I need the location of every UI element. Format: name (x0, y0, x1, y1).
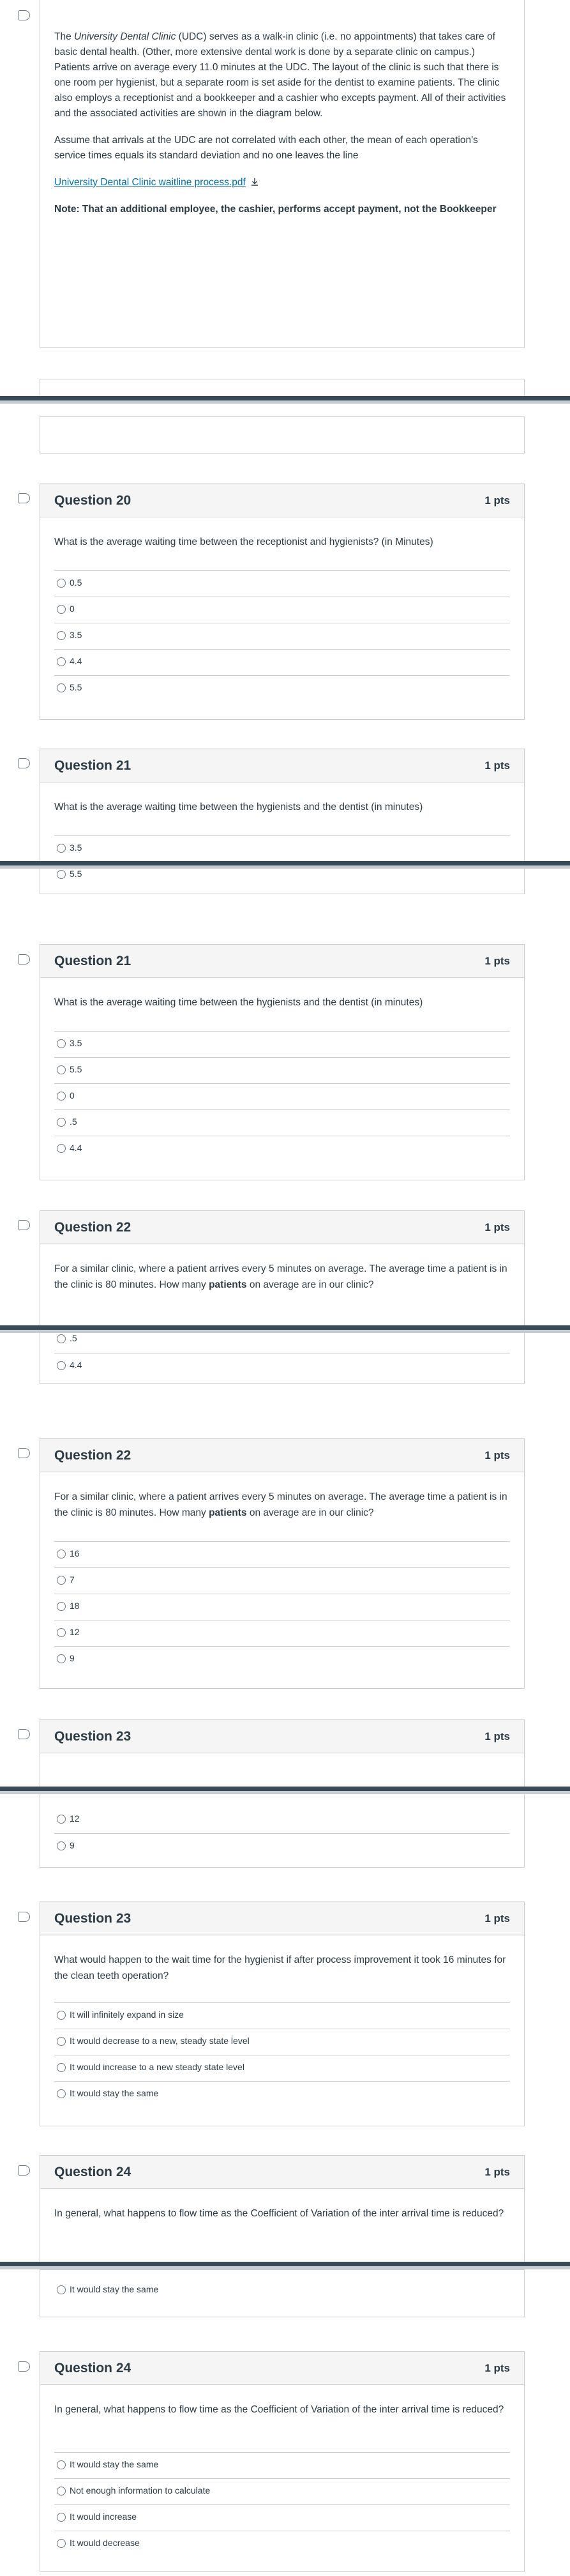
radio-button[interactable] (57, 683, 66, 692)
answer-option[interactable] (54, 1031, 510, 1055)
answer-option[interactable] (54, 1541, 510, 1566)
radio-button[interactable] (57, 2539, 66, 2548)
screenshot-divider (0, 1325, 570, 1330)
question-21-partial (40, 749, 525, 861)
answer-label: It would increase to a new steady state level (70, 2062, 244, 2072)
answer-label: 5.5 (70, 869, 82, 879)
question-text: What would happen to the wait time for the hygienist if after process improvement it took 16 minutes for the clean teeth operation? (54, 1955, 506, 1981)
question-22-partial (40, 1210, 525, 1325)
flag-icon[interactable] (19, 1448, 30, 1458)
question-20 (40, 484, 525, 720)
radio-button[interactable] (57, 2285, 66, 2294)
answer-option[interactable] (54, 869, 510, 887)
answer-option[interactable] (54, 2531, 510, 2555)
radio-button[interactable] (57, 1334, 66, 1343)
question-header (40, 484, 524, 517)
question-23-partial (40, 1719, 525, 1787)
question-text: For a similar clinic, where a patient arrives every 5 minutes on average. The average time a patient is in the clinic is 80 minutes. How many patients on average are in our clinic? (54, 1263, 507, 1290)
radio-button[interactable] (57, 2487, 66, 2496)
question-24-partial (40, 2155, 525, 2262)
radio-button[interactable] (57, 605, 66, 614)
radio-button[interactable] (57, 1065, 66, 1074)
radio-button[interactable] (57, 1576, 66, 1585)
answer-option[interactable] (54, 835, 510, 860)
radio-button[interactable] (57, 1361, 66, 1370)
radio-button[interactable] (57, 844, 66, 853)
answer-option[interactable] (54, 2002, 510, 2027)
screenshot-segment-2 (0, 404, 570, 861)
question-title: Question 22 (54, 1220, 131, 1235)
answer-option[interactable] (54, 1057, 510, 1081)
note-text: Note: That an additional employee, the cashier, performs accept payment, not the Bookkeeper (54, 204, 497, 215)
flag-icon[interactable] (19, 2165, 30, 2176)
answer-option[interactable] (54, 1620, 510, 1644)
answer-label: It would increase (70, 2511, 137, 2522)
answer-option[interactable] (54, 1333, 510, 1351)
screenshot-divider (0, 2262, 570, 2266)
answer-label: 5.5 (70, 682, 82, 692)
screenshot-segment-6 (0, 2269, 570, 2576)
screenshot-divider (0, 1787, 570, 1791)
screenshot-segment-1 (0, 0, 570, 396)
screenshot-divider (0, 861, 570, 865)
flag-icon[interactable] (19, 1220, 30, 1230)
question-header (40, 749, 524, 782)
question-21 (40, 944, 525, 1180)
radio-button[interactable] (57, 1092, 66, 1101)
question-23 (40, 1902, 525, 2126)
answer-label: 12 (70, 1627, 80, 1637)
radio-button[interactable] (57, 1039, 66, 1048)
radio-button[interactable] (57, 2063, 66, 2072)
answer-option[interactable] (54, 1833, 510, 1857)
radio-button[interactable] (57, 579, 66, 588)
answer-label: It will infinitely expand in size (70, 2009, 184, 2020)
radio-button[interactable] (57, 631, 66, 640)
answer-label: 3.5 (70, 1038, 82, 1048)
question-title: Question 22 (54, 1448, 131, 1463)
question-points: 1 pts (484, 759, 510, 772)
radio-button[interactable] (57, 870, 66, 879)
question-title: Question 24 (54, 2165, 131, 2179)
answer-label: 5.5 (70, 1064, 82, 1074)
question-points: 1 pts (484, 2362, 510, 2374)
attachment-line (54, 175, 510, 190)
question-title: Question 24 (54, 2361, 131, 2375)
attachment-link[interactable]: University Dental Clinic waitline process.pdf (54, 177, 246, 188)
question-box-partial (40, 1333, 525, 1384)
radio-button[interactable] (57, 1144, 66, 1153)
answer-option[interactable] (54, 2278, 510, 2302)
radio-button[interactable] (57, 2089, 66, 2098)
question-24 (40, 2351, 525, 2572)
answer-label: 3.5 (70, 630, 82, 640)
question-title: Question 21 (54, 758, 131, 773)
question-header (40, 2156, 524, 2189)
answer-label: 9 (70, 1840, 75, 1850)
passage-paragraph-2: Assume that arrivals at the UDC are not correlated with each other, the mean of each operation's service times equals its standard deviation and no one leaves the line (54, 135, 478, 161)
question-header (40, 1211, 524, 1244)
answer-label: 4.4 (70, 1360, 82, 1370)
question-points: 1 pts (484, 494, 510, 507)
passage-paragraph-1: The University Dental Clinic (UDC) serves as a walk-in clinic (i.e. no appointments) that takes care of basic dental health. (Other, more extensive dental work is done by a separate clinic on campus.) Patients arrive on average every 11.0 minutes at the UDC. The layout of the clinic is such that there is one room per hygienist, but a separate room is set aside for the dentist to examine patients. The clinic also employs a receptionist and a bookkeeper and a cashier who excepts payment. All of their activities and the associated activities are shown in the diagram below. (54, 31, 506, 119)
answer-option[interactable] (54, 1646, 510, 1670)
question-header (40, 1902, 524, 1935)
answer-option[interactable] (54, 2452, 510, 2476)
question-points: 1 pts (484, 1912, 510, 1924)
radio-button[interactable] (57, 1815, 66, 1824)
screenshot-segment-3 (0, 869, 570, 1325)
screenshot-divider (0, 396, 570, 400)
answer-option[interactable] (54, 1109, 510, 1134)
question-header (40, 945, 524, 978)
answer-label: It would stay the same (70, 2459, 159, 2469)
question-text: In general, what happens to flow time as the Coefficient of Variation of the inter arrival time is reduced? (54, 2208, 504, 2219)
flag-icon[interactable] (19, 1912, 30, 1922)
flag-icon[interactable] (19, 758, 30, 768)
answer-label: .5 (70, 1117, 77, 1127)
question-box-partial (40, 1794, 525, 1868)
answer-option[interactable] (54, 1807, 510, 1831)
answer-label: 18 (70, 1601, 80, 1611)
answer-option[interactable] (54, 1594, 510, 1618)
answer-option[interactable] (54, 570, 510, 595)
answer-option[interactable] (54, 1136, 510, 1160)
answer-label: 16 (70, 1548, 80, 1559)
question-title: Question 23 (54, 1729, 131, 1744)
answer-option[interactable] (54, 649, 510, 673)
question-header (40, 2352, 524, 2385)
answer-label: .5 (70, 1333, 77, 1343)
flag-icon[interactable] (19, 493, 30, 503)
screenshot-segment-5 (0, 1794, 570, 2262)
question-title: Question 20 (54, 493, 131, 508)
answer-label: 4.4 (70, 656, 82, 666)
answer-label: It would stay the same (70, 2088, 159, 2098)
answer-option[interactable] (54, 2029, 510, 2053)
answer-option[interactable] (54, 623, 510, 647)
answer-label: It would stay the same (70, 2284, 159, 2294)
question-points: 1 pts (484, 955, 510, 967)
passage-text (54, 29, 510, 229)
answer-option[interactable] (54, 2478, 510, 2503)
answer-label: 0.5 (70, 577, 82, 588)
radio-button[interactable] (57, 1841, 66, 1850)
question-text: What is the average waiting time between the hygienists and the dentist (in minutes) (54, 802, 423, 812)
radio-button[interactable] (57, 657, 66, 666)
answer-option[interactable] (54, 1353, 510, 1377)
radio-button[interactable] (57, 2513, 66, 2522)
radio-button[interactable] (57, 2460, 66, 2469)
answer-option[interactable] (54, 2055, 510, 2079)
question-points: 1 pts (484, 1221, 510, 1233)
flag-icon[interactable] (19, 2361, 30, 2372)
answer-label: It would decrease (70, 2538, 140, 2548)
answer-label: Not enough information to calculate (70, 2485, 211, 2496)
answer-option[interactable] (54, 675, 510, 699)
flag-icon[interactable] (19, 1729, 30, 1739)
question-box-partial (40, 869, 525, 894)
answer-option[interactable] (54, 1083, 510, 1108)
radio-button[interactable] (57, 1654, 66, 1663)
radio-button[interactable] (57, 1602, 66, 1611)
question-box-partial (40, 379, 525, 396)
radio-button[interactable] (57, 1550, 66, 1559)
radio-button[interactable] (57, 1628, 66, 1637)
question-text: What is the average waiting time between the hygienists and the dentist (in minutes) (54, 997, 423, 1008)
answer-label: 7 (70, 1574, 75, 1585)
download-icon[interactable] (251, 178, 259, 186)
flag-icon[interactable] (19, 10, 30, 20)
answer-label: 4.4 (70, 1143, 82, 1153)
answer-label: 12 (70, 1813, 80, 1824)
answer-label: 9 (70, 1653, 75, 1663)
question-text: What is the average waiting time between the receptionist and hygienists? (in Minutes) (54, 537, 433, 547)
question-text: For a similar clinic, where a patient arrives every 5 minutes on average. The average time a patient is in the clinic is 80 minutes. How many patients on average are in our clinic? (54, 1491, 507, 1518)
question-points: 1 pts (484, 1730, 510, 1742)
question-box-partial (40, 2269, 525, 2317)
question-title: Question 21 (54, 954, 131, 968)
question-title: Question 23 (54, 1911, 131, 1926)
answer-option[interactable] (54, 2504, 510, 2529)
question-22 (40, 1438, 525, 1689)
question-header (40, 1439, 524, 1472)
radio-button[interactable] (57, 2037, 66, 2046)
flag-icon[interactable] (19, 954, 30, 964)
answer-label: It would decrease to a new, steady state level (70, 2036, 250, 2046)
screenshot-segment-4 (0, 1333, 570, 1787)
answer-label: 3.5 (70, 842, 82, 853)
radio-button[interactable] (57, 1118, 66, 1127)
answer-option[interactable] (54, 1567, 510, 1592)
question-box-partial (40, 416, 525, 453)
passage-box (40, 0, 525, 348)
answer-label: 0 (70, 604, 75, 614)
question-points: 1 pts (484, 2166, 510, 2178)
question-text: In general, what happens to flow time as the Coefficient of Variation of the inter arrival time is reduced? (54, 2404, 504, 2415)
question-header (40, 1720, 524, 1753)
radio-button[interactable] (57, 2011, 66, 2020)
answer-label: 0 (70, 1090, 75, 1101)
question-points: 1 pts (484, 1449, 510, 1461)
answer-option[interactable] (54, 2081, 510, 2105)
answer-option[interactable] (54, 597, 510, 621)
